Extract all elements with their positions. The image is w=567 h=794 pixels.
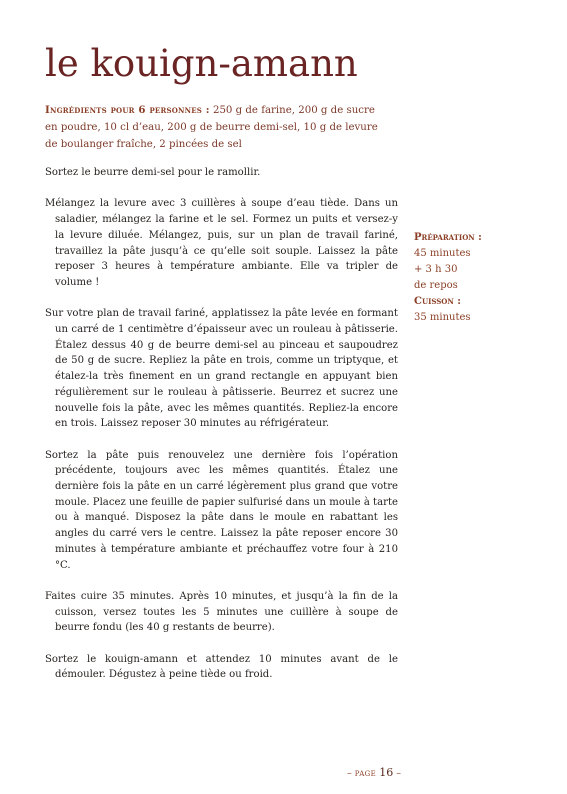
cooking-time: 35 minutes xyxy=(414,312,471,323)
recipe-title: le kouign-amann xyxy=(45,42,358,85)
step-paragraph: Mélangez la levure avec 3 cuillères à soupe d’eau tiède. Dans un saladier, mélangez la farine et le sel. Formez un puits et versez-y la levure diluée. Mélangez, puis, sur un plan de travail fariné, travaillez la pâte jusqu’à ce qu’elle soit souple. Laissez la pâte reposer 3 heures à température ambiante. Elle va tripler de volume ! xyxy=(45,198,398,288)
ingredients-block xyxy=(45,102,390,153)
ingredients-label: Ingrédients pour 6 personnes : xyxy=(45,104,210,116)
ingredients-text: 250 g de farine, 200 g de sucre en poudre, 10 cl d’eau, 200 g de beurre demi-sel, 10 g de levure de boulanger fraîche, 2 pincées de sel xyxy=(45,105,378,150)
step-paragraph: Sortez le kouign-amann et attendez 10 minutes avant de le démouler. Dégustez à peine tiède ou froid. xyxy=(45,653,398,681)
step-paragraph: Faites cuire 35 minutes. Après 10 minutes, et jusqu’à la fin de la cuisson, versez toutes les 5 minutes une cuillère à soupe de beurre fondu (les 40 g restants de beurre). xyxy=(45,590,398,634)
cooking-label: Cuisson : xyxy=(414,296,461,307)
page-label: page xyxy=(354,768,377,779)
recipe-steps xyxy=(45,165,398,699)
resting-label: de repos xyxy=(414,280,458,291)
page-footer xyxy=(347,766,401,779)
page-number: 16 xyxy=(379,766,394,779)
preparation-time: 45 minutes xyxy=(414,248,471,259)
resting-time: + 3 h 30 xyxy=(414,264,458,275)
step-paragraph: Sortez la pâte puis renouvelez une dernière fois l’opération précédente, toujours avec les mêmes quantités. Étalez une dernière fois la pâte en un carré légèrement plus grand que votre moule. Placez une feuille de papier sulfurisé dans un moule à tarte ou à manqué. Disposez la pâte dans le moule en rabattant les angles du carré vers le centre. Laissez la pâte reposer encore 30 minutes à température ambiante et préchauffez votre four à 210 °C. xyxy=(45,449,398,571)
footer-dash-left: – xyxy=(346,768,355,779)
timing-sidebar xyxy=(414,230,534,326)
preparation-label: Préparation : xyxy=(414,232,482,243)
step-paragraph: Sortez le beurre demi-sel pour le ramollir. xyxy=(45,167,261,178)
step-paragraph: Sur votre plan de travail fariné, applatissez la pâte levée en formant un carré de 1 centimètre d’épaisseur avec un rouleau à pâtisserie. Étalez dessus 40 g de beurre demi-sel au pinceau et saupoudrez de 50 g de sucre. Repliez la pâte en trois, comme un triptyque, et étalez-la très finement en un grand rectangle en appuyant bien régulièrement sur le rouleau à pâtisserie. Beurrez et sucrez une nouvelle fois la pâte, avec les mêmes quantités. Repliez-la encore en trois. Laissez reposer 30 minutes au réfrigérateur. xyxy=(45,308,398,430)
footer-dash-right: – xyxy=(393,768,401,779)
